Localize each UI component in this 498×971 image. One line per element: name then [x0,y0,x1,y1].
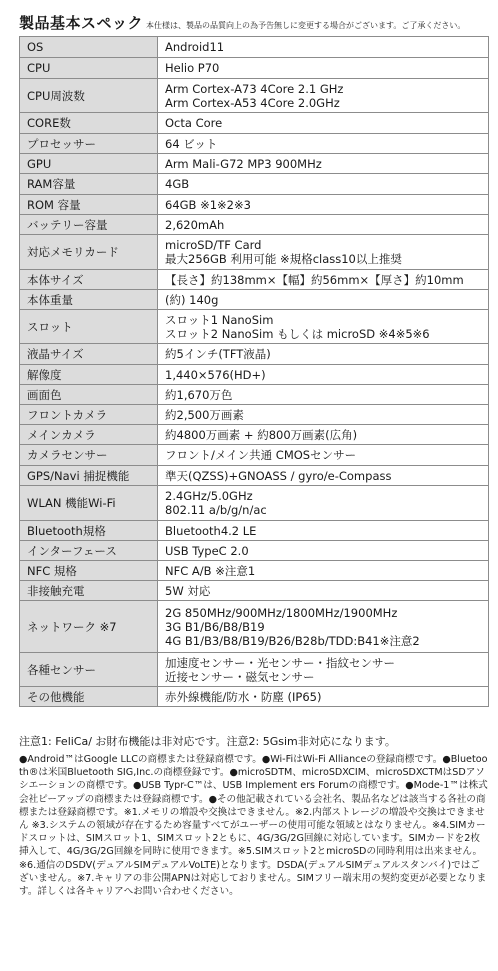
spec-label: スロット [20,310,158,344]
spec-label: 各種センサー [20,653,158,687]
spec-row [20,466,489,486]
spec-label: 画面色 [20,385,158,405]
spec-value-line: 赤外線機能/防水・防塵 (IP65) [165,689,322,704]
spec-row [20,134,489,154]
spec-label: GPS/Navi 捕捉機能 [20,466,158,486]
spec-label: 本体サイズ [20,270,158,290]
spec-row [20,365,489,385]
spec-row [20,215,489,235]
spec-value-line: フロント/メイン共通 CMOSセンサー [165,448,357,462]
spec-label: 対応メモリカード [20,235,158,270]
spec-value-line: 802.11 a/b/g/n/ac [165,503,267,517]
spec-value-line: Helio P70 [165,61,220,75]
spec-value-line: スロット1 NanoSim [165,312,274,327]
spec-value-line: NFC A/B ※注意1 [165,563,256,578]
spec-label: GPU [20,154,158,174]
spec-value-line: Arm Mali-G72 MP3 900MHz [165,156,322,171]
spec-row [20,344,489,365]
page-title: 製品基本スペック [19,14,144,32]
spec-label: 非接触充電 [20,581,158,601]
spec-label: メインカメラ [20,425,158,445]
spec-row [20,113,489,134]
spec-value-line: microSD/TF Card [165,238,262,252]
spec-label: 本体重量 [20,290,158,310]
spec-row [20,561,489,581]
spec-value-line: スロット2 NanoSim もしくは microSD ※4※5※6 [165,326,430,341]
spec-label: 液晶サイズ [20,344,158,365]
spec-label: バッテリー容量 [20,215,158,235]
spec-value-line: Bluetooth4.2 LE [165,523,257,538]
spec-value [158,290,489,310]
spec-label: OS [20,37,158,58]
spec-row [20,37,489,58]
spec-label: CORE数 [20,113,158,134]
spec-label: インターフェース [20,541,158,561]
spec-value-line: 【長さ】約138mm×【幅】約56mm×【厚さ】約10mm [165,272,464,287]
spec-value-line: Android11 [165,40,225,54]
spec-value [158,113,489,134]
spec-table [19,36,489,707]
spec-value-line: Arm Cortex-A53 4Core 2.0GHz [165,95,340,110]
spec-value [158,581,489,601]
spec-value [158,58,489,79]
spec-value [158,466,489,486]
spec-row [20,195,489,215]
spec-row [20,521,489,541]
spec-value [158,310,489,344]
spec-value [158,521,489,541]
spec-label: カメラセンサー [20,445,158,466]
spec-value [158,174,489,195]
spec-label: Bluetooth規格 [20,521,158,541]
spec-row [20,486,489,521]
footnotes [19,734,489,898]
spec-value [158,601,489,653]
spec-label: NFC 規格 [20,561,158,581]
spec-value [158,344,489,365]
spec-value-line: 加速度センサー・光センサー・指紋センサー [165,655,395,670]
spec-row [20,58,489,79]
spec-label: WLAN 機能Wi-Fi [20,486,158,521]
spec-row [20,385,489,405]
spec-row [20,235,489,270]
spec-value [158,405,489,425]
spec-value-line: 最大256GB 利用可能 ※規格class10以上推奨 [165,252,402,266]
footnote-trademarks: ●Android™はGoogle LLCの商標または登録商標です。●Wi-FiはWi-Fi Allianceの登録商標です。●Bluetooth®は米国Bluetooth SIG,Inc.の商標登録です。●microSDTM、microSDXCIM、microSDXCTMはSDアソシエーションの商標です。●USB Typr-C™は、USB Implement ers Forumの商標です。●Mode-1™は株式会社ピーアップの商標または登録商標です。●その他記載されている会社名、製品名などは該当する各社の商標または登録商標です。※1.メモリの増設や交換はできません。※2.内部ストレージの増設や交換はできません ※3.システムの領域が存在するため容量すべてがユーザーの使用可能な領域とはなりません。※4.SIMカードスロットは、SIMスロット1、SIMスロット2ともに、4G/3G/2G回線に対応しています。SIMカードを2枚挿入して、4G/3G/2G回線を同時に使用できます。※5.SIMスロット2とmicroSDの同時利用は出来ません。※6.通信のDSDV(デュアルSIMデュアルVoLTE)となります。DSDA(デュアルSIMデュアルスタンバイ)ではございません。※7.キャリアの非公開APNは対応しておりません。SIMフリー端末用の契約変更が必要となります。詳しくは各キャリアへお問い合わせください。 [19,754,488,898]
spec-row [20,310,489,344]
spec-value-line: 約2,500万画素 [165,407,244,422]
spec-value-line: 4GB [165,177,190,191]
spec-value [158,235,489,270]
spec-row [20,79,489,113]
spec-value-line: 準天(QZSS)+GNOASS / gyro/e-Compass [165,468,392,483]
spec-row [20,290,489,310]
spec-row [20,270,489,290]
spec-label: 解像度 [20,365,158,385]
spec-value-line: 2.4GHz/5.0GHz [165,489,253,503]
spec-value [158,425,489,445]
disclaimer-text: 本仕様は、製品の品質向上の為予告無しに変更する場合がございます。ご了承ください。 [146,21,466,30]
spec-label: その他機能 [20,687,158,707]
spec-row [20,653,489,687]
spec-row [20,154,489,174]
spec-value [158,154,489,174]
spec-row [20,174,489,195]
spec-value-line: 2G 850MHz/900MHz/1800MHz/1900MHz [165,605,398,620]
spec-value [158,541,489,561]
spec-value [158,687,489,707]
spec-value [158,561,489,581]
spec-value-line: 約5インチ(TFT液晶) [165,347,271,361]
spec-value [158,486,489,521]
spec-label: CPU周波数 [20,79,158,113]
spec-value [158,653,489,687]
spec-value [158,215,489,235]
spec-row [20,445,489,466]
spec-value [158,365,489,385]
spec-value-line: USB TypeC 2.0 [165,543,249,558]
spec-row [20,581,489,601]
spec-value-line: 3G B1/B6/B8/B19 [165,619,265,634]
spec-value-line: (約) 140g [165,292,219,307]
spec-value [158,270,489,290]
spec-row [20,687,489,707]
spec-value-line: 約1,670万色 [165,387,233,402]
spec-value-line: 1,440×576(HD+) [165,367,266,382]
spec-row [20,425,489,445]
spec-label: ROM 容量 [20,195,158,215]
spec-value-line: 5W 対応 [165,583,211,598]
spec-value-line: 64GB ※1※2※3 [165,197,251,212]
spec-value [158,134,489,154]
spec-value [158,445,489,466]
spec-value-line: Octa Core [165,116,223,130]
spec-value-line: 4G B1/B3/B8/B19/B26/B28b/TDD:B41※注意2 [165,633,420,648]
spec-label: ネットワーク ※7 [20,601,158,653]
spec-value [158,195,489,215]
footnote-note1: 注意1: FeliCa/ お財布機能は非対応です。注意2: 5Gsim非対応になります。 [19,735,396,748]
spec-value-line: 2,620mAh [165,217,225,232]
spec-row [20,601,489,653]
spec-row [20,405,489,425]
spec-label: プロセッサー [20,134,158,154]
spec-label: フロントカメラ [20,405,158,425]
spec-header [19,12,489,36]
spec-row [20,541,489,561]
spec-value-line: Arm Cortex-A73 4Core 2.1 GHz [165,81,344,96]
spec-label: CPU [20,58,158,79]
spec-value [158,79,489,113]
spec-value-line: 約4800万画素 + 約800万画素(広角) [165,427,358,442]
spec-label: RAM容量 [20,174,158,195]
spec-value-line: 64 ビット [165,136,218,151]
spec-value [158,37,489,58]
spec-value [158,385,489,405]
spec-value-line: 近接センサー・磁気センサー [165,669,315,684]
